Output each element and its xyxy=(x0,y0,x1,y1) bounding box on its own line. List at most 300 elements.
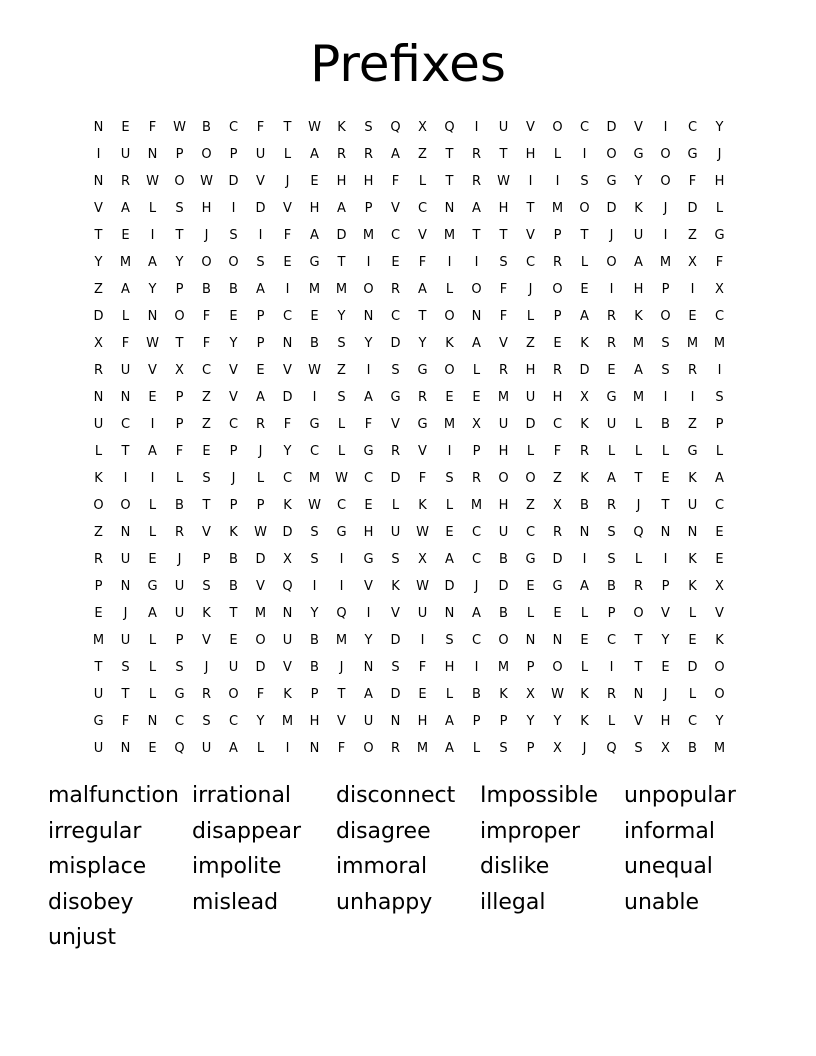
grid-letter: G xyxy=(525,552,536,567)
grid-letter: A xyxy=(472,201,481,216)
grid-letter: A xyxy=(364,687,373,702)
grid-letter: W xyxy=(335,471,348,486)
grid-letter: P xyxy=(175,147,184,162)
grid-letter: K xyxy=(580,417,589,432)
grid-letter: N xyxy=(552,633,563,648)
grid-letter: V xyxy=(283,363,292,378)
grid-letter: U xyxy=(120,363,131,378)
grid-letter: K xyxy=(94,471,103,486)
grid-letter: E xyxy=(256,363,265,378)
grid-letter: V xyxy=(391,417,400,432)
grid-letter: D xyxy=(687,201,698,216)
grid-letter: F xyxy=(391,174,400,189)
grid-letter: U xyxy=(120,147,131,162)
grid-letter: T xyxy=(202,498,211,513)
grid-letter: S xyxy=(337,390,346,405)
grid-letter: P xyxy=(499,714,508,729)
grid-letter: A xyxy=(445,714,454,729)
grid-letter: F xyxy=(121,714,130,729)
grid-letter: I xyxy=(447,255,452,270)
grid-letter: O xyxy=(228,255,239,270)
grid-letter: M xyxy=(497,390,510,405)
grid-letter: S xyxy=(202,579,211,594)
grid-letter: Y xyxy=(526,714,535,729)
grid-letter: M xyxy=(497,660,510,675)
grid-letter: R xyxy=(336,147,347,162)
grid-letter: C xyxy=(471,633,482,648)
grid-letter: I xyxy=(312,390,317,405)
grid-letter: M xyxy=(443,417,456,432)
grid-letter: K xyxy=(580,336,589,351)
grid-letter: C xyxy=(363,471,374,486)
grid-letter: F xyxy=(283,417,292,432)
grid-letter: Q xyxy=(282,579,293,594)
grid-letter: I xyxy=(96,147,101,162)
grid-letter: H xyxy=(660,714,671,729)
grid-letter: V xyxy=(94,201,103,216)
grid-letter: G xyxy=(714,228,725,243)
grid-letter: M xyxy=(416,741,429,756)
grid-letter: N xyxy=(282,336,293,351)
grid-letter: K xyxy=(391,579,400,594)
word-list-item: disappear xyxy=(192,818,302,844)
grid-letter: D xyxy=(606,201,617,216)
grid-letter: L xyxy=(256,471,265,486)
grid-letter: S xyxy=(202,471,211,486)
grid-letter: S xyxy=(121,660,130,675)
grid-letter: Y xyxy=(364,633,373,648)
grid-letter: S xyxy=(256,255,265,270)
grid-letter: A xyxy=(256,282,265,297)
grid-letter: P xyxy=(364,201,373,216)
grid-letter: K xyxy=(418,498,427,513)
grid-letter: J xyxy=(339,660,344,675)
grid-letter: N xyxy=(120,579,131,594)
grid-letter: P xyxy=(553,309,562,324)
grid-letter: W xyxy=(308,120,321,135)
grid-letter: X xyxy=(553,498,562,513)
grid-letter: W xyxy=(416,579,429,594)
grid-letter: M xyxy=(335,282,348,297)
grid-letter: I xyxy=(582,552,587,567)
grid-letter: X xyxy=(526,687,535,702)
grid-letter: C xyxy=(525,255,536,270)
grid-letter: Z xyxy=(202,417,211,432)
grid-letter: Y xyxy=(715,714,724,729)
grid-letter: R xyxy=(255,417,266,432)
grid-letter: L xyxy=(634,417,643,432)
grid-letter: P xyxy=(553,228,562,243)
grid-letter: K xyxy=(229,525,238,540)
grid-letter: S xyxy=(607,525,616,540)
grid-letter: B xyxy=(499,606,508,621)
grid-letter: M xyxy=(659,255,672,270)
grid-letter: F xyxy=(202,309,211,324)
grid-letter: R xyxy=(471,147,482,162)
grid-letter: W xyxy=(173,120,186,135)
grid-letter: I xyxy=(285,282,290,297)
grid-letter: J xyxy=(609,228,614,243)
grid-letter: S xyxy=(175,660,184,675)
grid-letter: Z xyxy=(553,471,562,486)
grid-letter: M xyxy=(254,606,267,621)
grid-letter: P xyxy=(229,147,238,162)
grid-letter: Y xyxy=(364,336,373,351)
grid-letter: E xyxy=(688,633,697,648)
grid-letter: E xyxy=(94,606,103,621)
grid-letter: N xyxy=(444,606,455,621)
grid-letter: E xyxy=(121,120,130,135)
grid-letter: K xyxy=(634,309,643,324)
grid-letter: S xyxy=(580,174,589,189)
grid-letter: G xyxy=(363,552,374,567)
grid-letter: R xyxy=(606,336,617,351)
grid-letter: C xyxy=(390,309,401,324)
word-list-item: unhappy xyxy=(336,889,433,915)
grid-letter: J xyxy=(258,444,263,459)
grid-letter: K xyxy=(688,552,697,567)
grid-letter: U xyxy=(606,417,617,432)
grid-letter: R xyxy=(363,147,374,162)
grid-letter: T xyxy=(445,174,454,189)
grid-letter: A xyxy=(229,741,238,756)
grid-letter: R xyxy=(606,309,617,324)
grid-letter: A xyxy=(337,201,346,216)
grid-letter: U xyxy=(93,741,104,756)
grid-letter: R xyxy=(552,363,563,378)
grid-letter: K xyxy=(580,687,589,702)
grid-letter: R xyxy=(390,444,401,459)
grid-letter: A xyxy=(148,606,157,621)
grid-letter: K xyxy=(445,336,454,351)
grid-letter: O xyxy=(660,309,671,324)
grid-letter: M xyxy=(713,336,726,351)
grid-letter: L xyxy=(148,525,157,540)
grid-letter: O xyxy=(633,606,644,621)
grid-letter: U xyxy=(525,390,536,405)
grid-letter: M xyxy=(119,255,132,270)
grid-letter: Y xyxy=(148,282,157,297)
grid-letter: Q xyxy=(174,741,185,756)
grid-letter: O xyxy=(471,282,482,297)
grid-letter: S xyxy=(661,336,670,351)
word-list-item: malfunction xyxy=(48,783,179,808)
grid-letter: A xyxy=(634,363,643,378)
grid-letter: G xyxy=(417,417,428,432)
grid-letter: B xyxy=(229,552,238,567)
grid-letter: B xyxy=(175,498,184,513)
grid-letter: B xyxy=(472,687,481,702)
grid-letter: O xyxy=(714,687,725,702)
grid-letter: G xyxy=(93,714,104,729)
grid-letter: F xyxy=(337,741,346,756)
grid-letter: V xyxy=(256,174,265,189)
grid-letter: V xyxy=(418,228,427,243)
grid-letter: A xyxy=(715,471,724,486)
grid-letter: I xyxy=(663,390,668,405)
grid-letter: T xyxy=(526,201,535,216)
grid-letter: B xyxy=(310,660,319,675)
grid-letter: G xyxy=(606,174,617,189)
grid-letter: E xyxy=(472,390,481,405)
word-list-item: disconnect xyxy=(336,783,456,808)
grid-letter: H xyxy=(336,174,347,189)
grid-letter: V xyxy=(391,201,400,216)
grid-letter: L xyxy=(175,471,184,486)
grid-letter: A xyxy=(256,390,265,405)
grid-letter: E xyxy=(229,633,238,648)
grid-letter: L xyxy=(445,498,454,513)
grid-letter: R xyxy=(633,579,644,594)
grid-letter: T xyxy=(94,228,103,243)
grid-letter: P xyxy=(175,633,184,648)
grid-letter: R xyxy=(174,525,185,540)
grid-letter: I xyxy=(150,471,155,486)
grid-letter: C xyxy=(471,552,482,567)
grid-letter: I xyxy=(447,444,452,459)
grid-letter: A xyxy=(580,579,589,594)
grid-letter: I xyxy=(339,552,344,567)
grid-letter: T xyxy=(175,228,184,243)
grid-letter: F xyxy=(148,120,157,135)
grid-letter: J xyxy=(285,174,290,189)
grid-letter: X xyxy=(94,336,103,351)
grid-letter: P xyxy=(175,417,184,432)
grid-letter: I xyxy=(150,228,155,243)
grid-letter: V xyxy=(661,606,670,621)
grid-letter: O xyxy=(201,255,212,270)
grid-letter: G xyxy=(336,525,347,540)
word-list-item: informal xyxy=(624,818,715,844)
grid-letter: Y xyxy=(310,606,319,621)
grid-letter: C xyxy=(282,309,293,324)
grid-letter: F xyxy=(202,336,211,351)
grid-letter: U xyxy=(687,498,698,513)
grid-letter: F xyxy=(688,174,697,189)
word-list-item: unjust xyxy=(48,925,117,950)
grid-letter: P xyxy=(472,714,481,729)
grid-letter: H xyxy=(363,174,374,189)
grid-letter: V xyxy=(391,606,400,621)
grid-letter: U xyxy=(498,417,509,432)
grid-letter: S xyxy=(661,363,670,378)
grid-letter: S xyxy=(175,201,184,216)
word-list-item: illegal xyxy=(480,889,546,915)
grid-letter: Q xyxy=(633,525,644,540)
grid-letter: C xyxy=(714,498,725,513)
grid-letter: P xyxy=(256,498,265,513)
grid-letter: H xyxy=(498,498,509,513)
grid-letter: L xyxy=(148,687,157,702)
grid-letter: I xyxy=(366,363,371,378)
grid-letter: I xyxy=(366,606,371,621)
grid-letter: I xyxy=(312,579,317,594)
grid-letter: D xyxy=(525,417,536,432)
grid-letter: L xyxy=(634,444,643,459)
grid-letter: O xyxy=(174,309,185,324)
grid-letter: H xyxy=(633,282,644,297)
grid-letter: U xyxy=(93,687,104,702)
grid-letter: B xyxy=(202,120,211,135)
grid-letter: Z xyxy=(418,147,427,162)
grid-letter: G xyxy=(309,417,320,432)
grid-letter: O xyxy=(255,633,266,648)
grid-letter: L xyxy=(526,309,535,324)
grid-letter: N xyxy=(93,120,104,135)
grid-letter: I xyxy=(663,552,668,567)
grid-letter: A xyxy=(607,471,616,486)
grid-letter: P xyxy=(661,282,670,297)
grid-letter: E xyxy=(418,687,427,702)
grid-letter: H xyxy=(417,714,428,729)
grid-letter: C xyxy=(309,444,320,459)
grid-letter: X xyxy=(580,390,589,405)
grid-letter: A xyxy=(148,444,157,459)
grid-letter: P xyxy=(526,741,535,756)
grid-letter: P xyxy=(715,417,724,432)
grid-letter: L xyxy=(148,633,157,648)
grid-letter: L xyxy=(634,552,643,567)
grid-letter: V xyxy=(148,363,157,378)
grid-letter: J xyxy=(717,147,722,162)
grid-letter: S xyxy=(337,336,346,351)
grid-letter: R xyxy=(390,282,401,297)
grid-letter: U xyxy=(498,120,509,135)
grid-letter: C xyxy=(120,417,131,432)
grid-letter: Z xyxy=(94,282,103,297)
grid-letter: E xyxy=(580,633,589,648)
grid-letter: R xyxy=(471,471,482,486)
grid-letter: N xyxy=(309,741,320,756)
grid-letter: Y xyxy=(418,336,427,351)
grid-letter: H xyxy=(309,714,320,729)
grid-letter: X xyxy=(553,741,562,756)
grid-letter: J xyxy=(582,741,587,756)
grid-letter: A xyxy=(445,741,454,756)
grid-letter: E xyxy=(553,606,562,621)
grid-letter: P xyxy=(607,606,616,621)
grid-letter: L xyxy=(148,498,157,513)
grid-letter: S xyxy=(499,255,508,270)
grid-letter: E xyxy=(553,336,562,351)
grid-letter: U xyxy=(417,606,428,621)
grid-letter: U xyxy=(390,525,401,540)
grid-letter: M xyxy=(632,336,645,351)
grid-letter: R xyxy=(552,525,563,540)
grid-letter: E xyxy=(229,309,238,324)
grid-letter: I xyxy=(474,255,479,270)
grid-letter: V xyxy=(283,201,292,216)
grid-letter: A xyxy=(364,390,373,405)
grid-letter: Y xyxy=(661,633,670,648)
grid-letter: N xyxy=(147,714,158,729)
grid-letter: I xyxy=(474,120,479,135)
grid-letter: O xyxy=(525,471,536,486)
grid-letter: S xyxy=(364,120,373,135)
grid-letter: U xyxy=(201,741,212,756)
grid-letter: V xyxy=(526,228,535,243)
grid-letter: V xyxy=(202,633,211,648)
grid-letter: P xyxy=(472,444,481,459)
grid-letter: N xyxy=(471,309,482,324)
grid-letter: H xyxy=(525,147,536,162)
grid-letter: B xyxy=(229,579,238,594)
grid-letter: N xyxy=(525,633,536,648)
grid-letter: E xyxy=(310,174,319,189)
grid-letter: M xyxy=(308,282,321,297)
grid-letter: U xyxy=(498,525,509,540)
grid-letter: J xyxy=(204,228,209,243)
grid-letter: N xyxy=(579,525,590,540)
grid-letter: K xyxy=(688,579,697,594)
grid-letter: I xyxy=(663,228,668,243)
grid-letter: I xyxy=(609,282,614,297)
grid-letter: E xyxy=(715,552,724,567)
grid-letter: S xyxy=(391,363,400,378)
grid-letter: X xyxy=(283,552,292,567)
grid-letter: W xyxy=(308,363,321,378)
grid-letter: D xyxy=(552,552,563,567)
grid-letter: Z xyxy=(202,390,211,405)
grid-letter: E xyxy=(283,255,292,270)
grid-letter: C xyxy=(201,363,212,378)
grid-letter: Y xyxy=(553,714,562,729)
grid-letter: F xyxy=(418,660,427,675)
grid-letter: L xyxy=(472,741,481,756)
grid-letter: B xyxy=(202,282,211,297)
grid-letter: M xyxy=(551,201,564,216)
grid-letter: S xyxy=(310,552,319,567)
grid-letter: Q xyxy=(390,120,401,135)
grid-letter: C xyxy=(525,525,536,540)
grid-letter: N xyxy=(390,714,401,729)
grid-letter: N xyxy=(444,201,455,216)
grid-letter: V xyxy=(337,714,346,729)
grid-letter: Q xyxy=(444,120,455,135)
grid-letter: D xyxy=(228,174,239,189)
grid-letter: H xyxy=(363,525,374,540)
grid-letter: O xyxy=(552,282,563,297)
grid-letter: R xyxy=(93,363,104,378)
grid-letter: V xyxy=(283,660,292,675)
grid-letter: T xyxy=(418,309,427,324)
grid-letter: G xyxy=(552,579,563,594)
grid-letter: L xyxy=(688,687,697,702)
grid-letter: R xyxy=(120,174,131,189)
grid-letter: A xyxy=(121,282,130,297)
grid-letter: B xyxy=(310,336,319,351)
grid-letter: M xyxy=(281,714,294,729)
grid-letter: F xyxy=(499,282,508,297)
grid-letter: T xyxy=(283,120,292,135)
grid-letter: M xyxy=(470,498,483,513)
grid-letter: C xyxy=(471,525,482,540)
grid-letter: C xyxy=(390,228,401,243)
grid-letter: L xyxy=(148,660,157,675)
grid-letter: O xyxy=(660,147,671,162)
grid-letter: D xyxy=(579,363,590,378)
grid-letter: V xyxy=(526,120,535,135)
grid-letter: E xyxy=(445,390,454,405)
grid-letter: A xyxy=(148,255,157,270)
grid-letter: Y xyxy=(634,174,643,189)
grid-letter: R xyxy=(552,255,563,270)
grid-letter: O xyxy=(93,498,104,513)
grid-letter: E xyxy=(202,444,211,459)
grid-letter: N xyxy=(687,525,698,540)
grid-letter: O xyxy=(363,282,374,297)
grid-letter: I xyxy=(582,147,587,162)
